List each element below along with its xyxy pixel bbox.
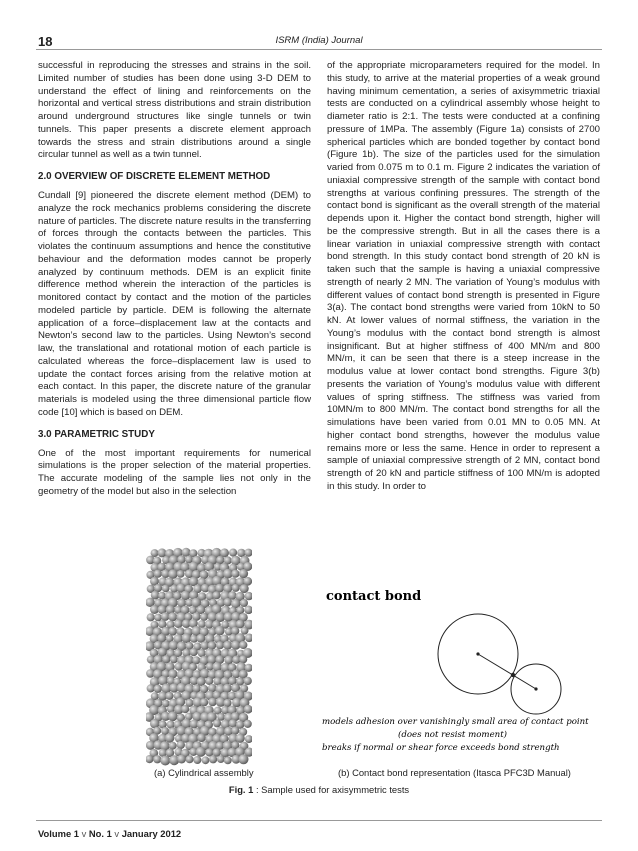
- particle-center-small: [534, 687, 537, 690]
- particle-sphere: [193, 756, 201, 764]
- cylindrical-assembly-image: [146, 547, 252, 769]
- particle-sphere: [177, 570, 185, 578]
- particle-sphere: [223, 641, 232, 650]
- section-heading-parametric: 3.0 PARAMETRIC STUDY: [38, 428, 155, 440]
- particle-sphere: [160, 756, 170, 766]
- particle-sphere: [217, 755, 225, 763]
- particle-sphere: [182, 548, 191, 557]
- particle-sphere: [181, 705, 189, 713]
- particle-sphere: [224, 757, 232, 765]
- bond-note-line-1: models adhesion over vanishingly small area of contact point: [322, 717, 589, 727]
- footer-rule: [36, 820, 602, 821]
- footer-number: No. 1: [88, 828, 112, 839]
- particle-sphere: [245, 592, 252, 600]
- page-number: 18: [38, 34, 53, 49]
- particle-sphere: [237, 549, 245, 557]
- particle-sphere: [215, 626, 225, 636]
- particle-sphere: [239, 655, 247, 663]
- particle-sphere: [153, 755, 161, 763]
- particle-center-large: [476, 652, 479, 655]
- caption-b: (b) Contact bond representation (Itasca PFC3D Manual): [338, 767, 571, 778]
- particle-sphere: [209, 755, 217, 763]
- particle-sphere: [244, 549, 252, 557]
- particle-sphere: [165, 692, 173, 700]
- particle-sphere: [182, 633, 192, 643]
- particle-sphere: [147, 684, 155, 692]
- particle-sphere: [174, 619, 183, 628]
- contact-bond-title: contact bond: [326, 589, 422, 604]
- figure-caption: [0, 784, 638, 795]
- particle-sphere: [244, 720, 252, 728]
- footer: [38, 828, 181, 839]
- footer-separator-2: v: [114, 828, 120, 839]
- caption-a: (a) Cylindrical assembly: [154, 767, 254, 778]
- particle-sphere: [212, 591, 220, 599]
- particle-sphere: [200, 613, 208, 621]
- particle-sphere: [154, 614, 162, 622]
- particle-sphere: [223, 684, 232, 693]
- particle-sphere: [165, 733, 175, 743]
- particle-sphere: [245, 634, 252, 643]
- particle-sphere: [186, 755, 194, 763]
- left-paragraph-3: One of the most important requirements for numerical simulations is the proper selection of the material properties. The accurate modeling of the sample lies not only in the geometry of the model but also in the selection: [38, 447, 311, 497]
- right-paragraph-1: of the appropriate microparameters required for the model. In this study, to arrive at the material properties of a weak ground having minimum cementation, a series of axisymmetric triaxial tests are conducted on a cylindrical assembly whose height to diameter ratio is 2:1. The tests were conducted at a confining pressure of 1MPa. The assembly (Figure 1a) consists of 2700 spherical particles which are bonded together by contact bond (Figure 1b). The size of the particles used for the simulation varied from 0.075 m to 0.1 m. Figure 2 indicates the variation of uniaxial compressive strength of the sample with contact bond strengths at various confining pressures. The strength of the contact bond is significant as the overall strength of the material depends upon it. Higher the contact bond strength, higher will be the compressive strength. But in all the cases there is a linear variation in uniaxial compressive strength with contact bond strength. In this study contact bond strength of 20 kN is taken such that the sample is having a uniaxial compressive strength of nearly 2 MN. The variation of Young’s modulus with different values of contact bond strength is presented in Figure 3(a). The contact bond strengths were varied from 10kN to 50 kN. At lower values of normal stiffness, the variation in the Young’s modulus with the contact bond strength is almost insignificant. But at higher stiffness of 400 MN/m and 800 MN/m, it can be seen that there is a steep increase in the modulus value at lower contact bond strengths. Figure 3(b) presents the variation of Young’s modulus value with different values of spring stiffness. The stiffness was varied from 10MN/m to 800 MN/m. The contact bond strengths for all the simulations have been varied from 0.01 MN to 0.05 MN. At higher contact bond strengths, however the modulus value remains more or less the same. Hence in order to represent a sample of uniaxial compressive strength of 2 MN, contact bond strength of 20 kN and particle stiffness of 100 MN/m is adopted in this study. In order to: [327, 60, 600, 492]
- particle-sphere: [168, 569, 178, 579]
- particle-sphere: [161, 612, 170, 621]
- contact-point: [511, 673, 515, 677]
- particle-sphere: [193, 684, 201, 692]
- particle-sphere: [232, 584, 240, 592]
- particle-sphere: [245, 735, 252, 743]
- particle-sphere: [216, 641, 224, 649]
- particle-sphere: [198, 620, 206, 628]
- particle-sphere: [202, 756, 210, 764]
- particle-sphere: [239, 641, 247, 649]
- particle-sphere: [175, 663, 183, 671]
- particle-sphere: [231, 640, 240, 649]
- bond-note-line-3: breaks if normal or shear force exceeds bond strength: [322, 743, 560, 753]
- right-column: [327, 60, 600, 494]
- particle-sphere: [170, 655, 178, 663]
- footer-separator-1: v: [81, 828, 87, 839]
- particle-sphere: [200, 698, 208, 706]
- particle-spheres: [146, 548, 252, 766]
- left-column: [38, 60, 311, 499]
- particle-sphere: [229, 719, 237, 727]
- journal-title: ISRM (India) Journal: [275, 35, 363, 46]
- particle-sphere: [239, 569, 248, 578]
- particle-sphere: [162, 585, 170, 593]
- section-heading-dem: 2.0 OVERVIEW OF DISCRETE ELEMENT METHOD: [38, 171, 271, 182]
- particle-sphere: [200, 641, 209, 650]
- particle-sphere: [244, 606, 252, 615]
- particle-sphere: [154, 685, 162, 693]
- particle-sphere: [236, 734, 245, 743]
- particle-sphere: [231, 570, 239, 578]
- contact-bond-diagram: [318, 584, 604, 764]
- left-paragraph-2: Cundall [9] pioneered the discrete element method (DEM) to analyze the rock mechanics problems considering the discrete nature of particles. The discrete nature results in the transferring of forces through the contacts between the particles. This violates the continuum assumptions and hence the constitutive behaviour and the deformation modes cannot be properly analyzed by continuum methods. DEM is an explicit finite difference method wherein the interaction of the particles is monitored contact by contact and the motion of the particles modeled particle by particle. DEM is following the alternate application of a force–displacement law at the contacts and Newton’s second law to the particles. Using Newton’s second law, the translational and rotational motion of each particle is calculated whereas the force–displacement law is used to update the contact forces arising from the relative motion at each contact. In this paper, the discrete nature of the granular materials is modeled using the three dimensional particle flow code [10] which is based on DEM.: [38, 190, 311, 418]
- particle-sphere: [147, 613, 155, 621]
- particle-sphere: [168, 711, 178, 721]
- left-paragraph-1: successful in reproducing the stresses and strains in the soil. Limited number of studies has been done using 3-D DEM to understand the effect of lining and reinforcements on the horizontal and vertical stress distributions and strain distribution around underground structures like single tunnels or twin tunnels. This paper presents a discrete element approach towards the stress and strain distributions around a single circular tunnel as well as a twin tunnel.: [38, 60, 311, 161]
- figure-label: Fig. 1: [228, 784, 254, 795]
- particle-sphere: [240, 584, 249, 593]
- particle-sphere: [190, 648, 198, 656]
- bond-note-line-2: (does not resist moment): [398, 730, 507, 740]
- particle-sphere: [177, 741, 185, 749]
- particle-sphere: [240, 599, 248, 607]
- bond-line: [478, 654, 536, 689]
- particle-sphere: [196, 747, 206, 757]
- figure-caption-text: : Sample used for axisymmetric tests: [253, 784, 410, 795]
- particle-sphere: [169, 627, 178, 636]
- particle-sphere: [169, 641, 179, 651]
- particle-sphere: [216, 556, 224, 564]
- particle-sphere: [239, 754, 249, 764]
- particle-sphere: [208, 698, 217, 707]
- header-rule: [36, 49, 602, 50]
- particle-sphere: [244, 677, 252, 685]
- particle-sphere: [169, 742, 177, 750]
- particle-sphere: [241, 627, 249, 635]
- particle-sphere: [154, 570, 162, 578]
- particle-sphere: [213, 719, 221, 727]
- particle-sphere: [231, 727, 239, 735]
- footer-date: January 2012: [121, 828, 182, 839]
- particle-sphere: [229, 549, 237, 557]
- footer-volume: Volume 1: [38, 828, 79, 839]
- particle-sphere: [197, 733, 206, 742]
- particle-sphere: [168, 612, 177, 621]
- particle-sphere: [177, 755, 186, 764]
- particle-sphere: [223, 699, 231, 707]
- particle-sphere: [224, 598, 233, 607]
